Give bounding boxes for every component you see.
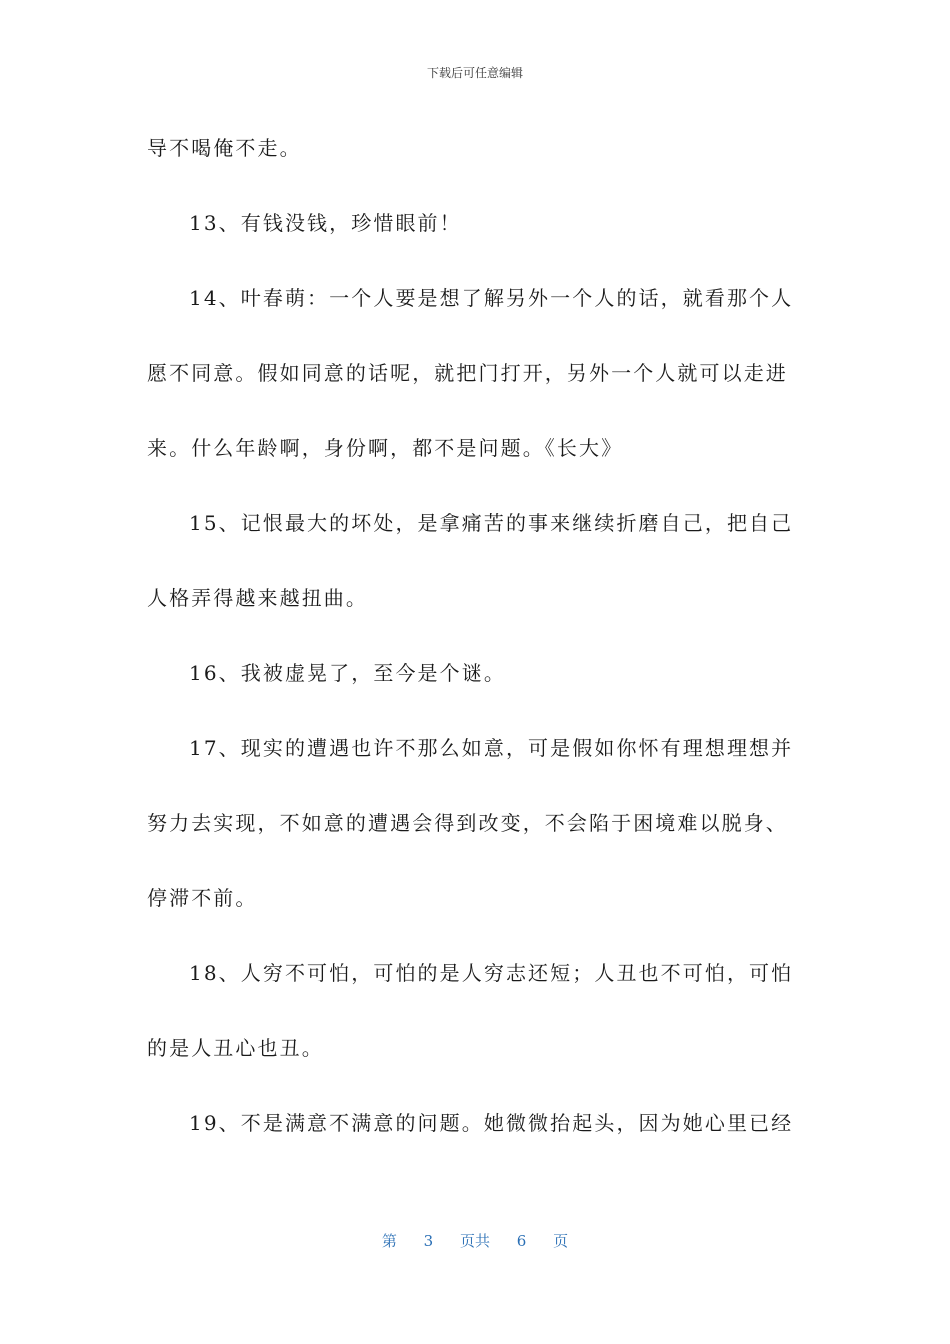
text-line: 人格弄得越来越扭曲。 <box>147 586 368 610</box>
text-line: 14、叶春萌：一个人要是想了解另外一个人的话，就看那个人 <box>189 286 794 310</box>
text-line: 愿不同意。假如同意的话呢，就把门打开，另外一个人就可以走进 <box>147 361 788 385</box>
text-line: 来。什么年龄啊，身份啊，都不是问题。《长大》 <box>147 436 624 460</box>
page-footer <box>0 1230 950 1251</box>
footer-end-word: 页 <box>553 1232 569 1250</box>
text-line: 18、人穷不可怕，可怕的是人穷志还短；人丑也不可怕，可怕 <box>189 961 794 985</box>
text-line: 的是人丑心也丑。 <box>147 1036 324 1060</box>
text-line: 19、不是满意不满意的问题。她微微抬起头，因为她心里已经 <box>189 1111 794 1135</box>
footer-page-word: 第 <box>381 1232 397 1250</box>
text-line: 导不喝俺不走。 <box>147 136 302 160</box>
text-line: 16、我被虚晃了，至今是个谜。 <box>189 661 506 685</box>
footer-total-word: 页共 <box>459 1232 490 1250</box>
text-line: 努力去实现，不如意的遭遇会得到改变，不会陷于困境难以脱身、 <box>147 811 788 835</box>
footer-page-number: 3 <box>423 1232 434 1250</box>
text-line: 15、记恨最大的坏处，是拿痛苦的事来继续折磨自己，把自己 <box>189 511 794 535</box>
page-header: 下载后可任意编辑 <box>426 66 523 80</box>
text-line: 停滞不前。 <box>147 886 258 910</box>
text-line: 13、有钱没钱，珍惜眼前！ <box>189 211 462 235</box>
footer-total-pages: 6 <box>516 1232 527 1250</box>
text-line: 17、现实的遭遇也许不那么如意，可是假如你怀有理想理想并 <box>189 736 794 760</box>
